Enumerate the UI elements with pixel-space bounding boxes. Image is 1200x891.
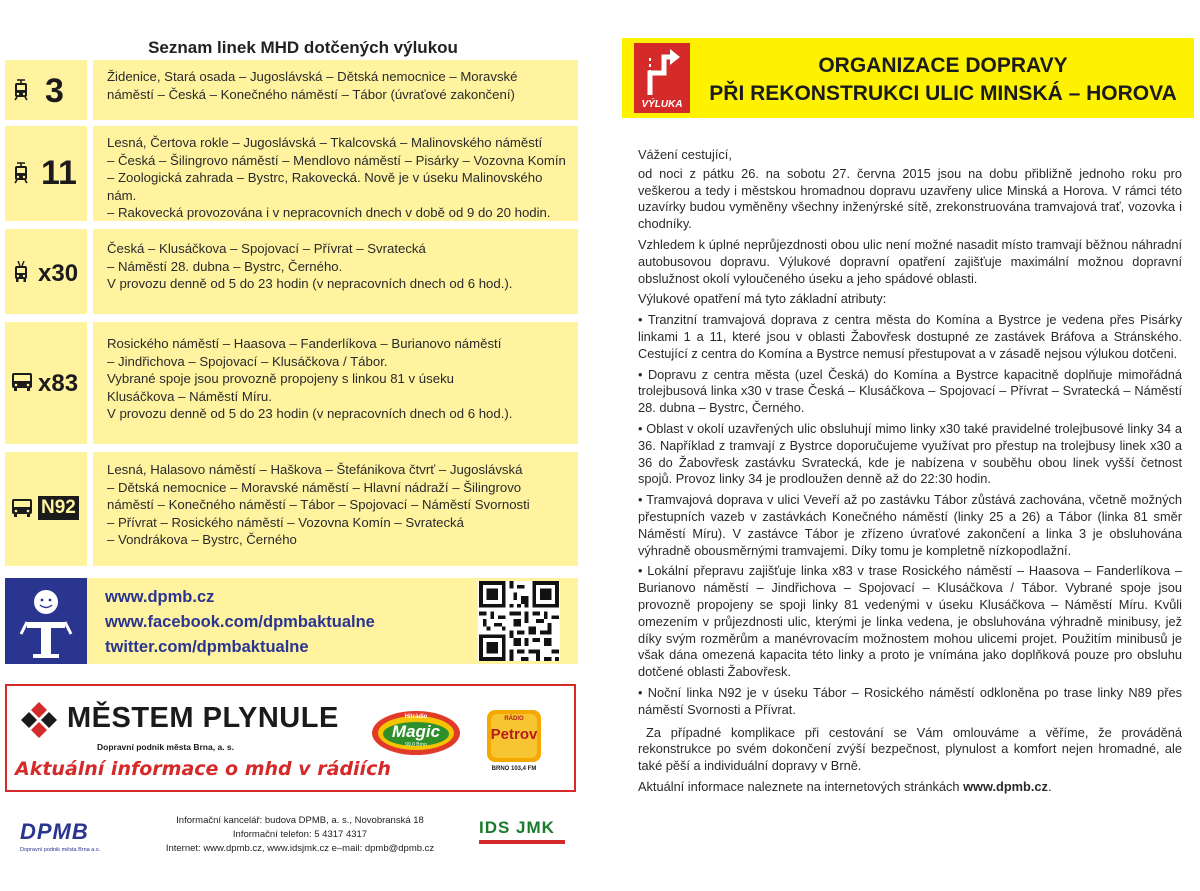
dpmb-logo-caption: Dopravní podnik města Brna a.s. xyxy=(20,847,101,853)
line-description xyxy=(93,60,578,120)
radio-magic-small: Hitrádio xyxy=(404,714,428,720)
info-band xyxy=(5,578,578,664)
tram-icon xyxy=(13,79,29,101)
mestem-title: MĚSTEM PLYNULE xyxy=(67,702,339,734)
line-badge xyxy=(5,126,87,221)
ids-jmk-logo xyxy=(479,818,569,848)
line-badge xyxy=(5,452,87,566)
radio-petrov-logo xyxy=(483,708,545,778)
paragraph: Vzhledem k úplné neprůjezdnosti obou ulic není možné nasadit místo tramvají běžnou náhradní autobusovou dopravu. Výlukové dopravní opatření zajišťuje maximální možnou dopravní obslužnost okolí vyloučeného úseku a jeho spádové oblasti. xyxy=(638,236,1182,286)
footer-office: Informační kancelář: budova DPMB, a. s., Novobranská 18 xyxy=(176,815,424,826)
trolleybus-icon xyxy=(13,261,29,283)
mestem-logo-icon xyxy=(19,700,59,740)
footer-internet: Internet: www.dpmb.cz, www.idsjmk.cz e–mail: dpmb@dpmb.cz xyxy=(165,843,435,854)
detour-icon xyxy=(634,43,690,99)
line-text: Lesná, Čertova rokle – Jugoslávská – Tkalcovská – Malinovského náměstí xyxy=(107,135,543,150)
line-text: – Jindřichova – Spojovací – Klusáčkova / Tábor. xyxy=(107,353,388,369)
bullet-item: • Noční linka N92 je v úseku Tábor – Rosického náměstí odkloněna po trase linky N89 přes náměstí Svornosti a Přívrat. xyxy=(638,685,1182,719)
radio-petrov-freq: BRNO 103,4 FM xyxy=(491,766,537,772)
line-text: – Náměstí 28. dubna – Bystrc, Černého. xyxy=(107,258,343,274)
footer-phone: Informační telefon: 5 4317 4317 xyxy=(232,829,368,840)
mestem-subtitle: Dopravní podnik města Brna, a. s. xyxy=(97,742,234,752)
line-row-3 xyxy=(5,60,578,120)
line-list-title: Seznam linek MHD dotčených výlukou xyxy=(148,38,458,57)
line-text: Klusáčkova – Náměstí Míru. xyxy=(107,388,272,404)
line-text: Lesná, Halasovo náměstí – Haškova – Štefánikova čtvrť – Jugoslávská xyxy=(107,462,523,477)
radio-magic-name: Magic xyxy=(391,722,441,741)
radio-petrov-small: RÁDIO xyxy=(504,716,524,722)
bus-icon xyxy=(11,498,33,518)
info-links xyxy=(105,585,375,660)
line-description xyxy=(93,322,578,444)
info-person-icon xyxy=(5,578,87,664)
line-text: – Zoologická zahrada – Bystrc, Rakovecká. Nově je v úseku Malinovského nám. xyxy=(107,170,543,203)
line-text: – Vondrákova – Bystrc, Černého xyxy=(107,532,297,547)
line-number: 3 xyxy=(45,72,64,110)
qr-code[interactable] xyxy=(478,581,560,661)
page-title-line-2: PŘI REKONSTRUKCI ULIC MINSKÁ – HOROVA xyxy=(709,82,1177,105)
vyluka-sign xyxy=(634,43,690,113)
page-header xyxy=(622,38,1194,118)
line-text: náměstí – Konečného náměstí – Tábor – Spojovací – Náměstí Svornosti xyxy=(107,497,530,512)
line-text: Vybrané spoje jsou provozně propojeny s linkou 81 v úseku xyxy=(107,371,454,386)
line-row-n92 xyxy=(5,452,578,566)
line-number: 11 xyxy=(41,154,77,192)
closing-paragraph xyxy=(638,779,1182,796)
article-body xyxy=(638,147,1182,800)
line-description xyxy=(93,126,578,221)
ids-jmk-stripe xyxy=(479,840,565,844)
line-text: Rosického náměstí – Haasova – Fanderlíkova – Burianovo náměstí xyxy=(107,336,502,351)
closing-end: . xyxy=(1047,778,1052,794)
line-text: Česká – Klusáčkova – Spojovací – Přívrat – Svratecká xyxy=(107,241,426,256)
radio-petrov-name: Petrov xyxy=(490,726,538,743)
bullet-item: • Dopravu z centra města (uzel Česká) do Komína a Bystrce kapacitně doplňuje mimořádná trolejbusová linka x30 v trase Česká – Klusáčkova – Spojovací – Přívrat – Svratecká – Náměstí 28. dubna – Bystrc, Černého. xyxy=(638,367,1182,417)
closing-link[interactable]: www.dpmb.cz xyxy=(963,778,1048,794)
line-number: x83 xyxy=(38,370,79,397)
link-dpmb[interactable]: www.dpmb.cz xyxy=(105,588,215,606)
line-text: V provozu denně od 5 do 23 hodin (v nepracovních dnech od 6 hod.). xyxy=(107,276,513,291)
line-text: Židenice, Stará osada – Jugoslávská – Dětská nemocnice – Moravské xyxy=(107,69,518,84)
radio-magic-freq: 99,0 Brno xyxy=(405,742,427,748)
line-description xyxy=(93,229,578,314)
line-badge xyxy=(5,229,87,314)
line-text: – Dětská nemocnice – Moravské náměstí – Hlavní nádraží – Šilingrovo xyxy=(107,479,522,495)
line-row-x83 xyxy=(5,322,578,444)
line-text: – Rakovecká provozována i v nepracovních dnech v době od 9 do 20 hodin. xyxy=(107,205,551,220)
mestem-plynule-banner xyxy=(5,684,576,792)
dpmb-logo xyxy=(20,819,106,857)
ids-jmk-logo-text: IDS JMK xyxy=(479,818,555,837)
dpmb-logo-text: DPMB xyxy=(20,819,89,844)
vyluka-label: VÝLUKA xyxy=(641,99,683,110)
line-text: V provozu denně od 5 do 23 hodin (v nepracovních dnech od 6 hod.). xyxy=(107,406,513,421)
line-row-x30 xyxy=(5,229,578,314)
link-twitter[interactable]: twitter.com/dpmbaktualne xyxy=(105,638,309,656)
paragraph: Výlukové opatření má tyto základní atributy: xyxy=(638,291,887,307)
paragraph: Za případné komplikace při cestování se Vám omlouváme a věříme, že prováděná rekonstrukce po svém dokončení zvýší bezpečnost, plynulost a komfort nejen hromadné, ale také pěší a individuální dopravy v Brně. xyxy=(638,724,1182,774)
greeting: Vážení cestující, xyxy=(638,147,732,162)
radio-info-text: Aktuální informace o mhd v rádiích xyxy=(15,758,391,780)
page-title xyxy=(702,52,1184,108)
closing-text: Aktuální informace naleznete na internetových stránkách xyxy=(638,778,964,794)
line-description xyxy=(93,452,578,566)
paragraph: od noci z pátku 26. na sobotu 27. června 2015 jsou na dobu přibližně jednoho roku pro veškerou a tedy i městskou hromadnou dopravu uzavřeny ulice Minská a Horova. V rámci této uzavírky budou vyměněny všechny inženýrské sítě, zrekonstruována tramvajová trať, vozovka i chodníky. xyxy=(638,165,1182,232)
line-number: N92 xyxy=(38,496,79,520)
line-text: náměstí – Česká – Konečného náměstí – Tábor (úvraťové zakončení) xyxy=(107,86,515,102)
contact-footer xyxy=(140,814,460,856)
line-text: – Česká – Šilingrovo náměstí – Mendlovo náměstí – Pisárky – Vozovna Komín xyxy=(107,152,566,168)
tram-icon xyxy=(13,162,29,184)
page-title-line-1: ORGANIZACE DOPRAVY xyxy=(818,54,1068,77)
line-number: x30 xyxy=(38,260,79,287)
radio-magic-logo xyxy=(370,708,462,758)
bus-icon xyxy=(11,372,33,392)
bullet-item: • Lokální přepravu zajišťuje linka x83 v trase Rosického náměstí – Haasova – Fanderlíkova – Burianovo náměstí – Jindřichova – Spojovací – Klusáčkova / Tábor. Vybrané spoje jsou provozně propojeny se spoji linky 81 vedenými v úseku Klusáčkova – Náměstí Míru. Kvůli omezením v průjezdnosti ulic, kterými je linka vedena, je obsluhována výhradně minibusy, jež díky svým rozměrům a manévrovacím možnostem mohou ulicemi projet. Použitím minibusů je však dána omezená kapacita této linky a proto je vnímána jako doplňková pouze pro obsluhu dotčené oblasti Žabovřesk. xyxy=(638,563,1182,681)
line-badge xyxy=(5,322,87,444)
line-text: – Přívrat – Rosického náměstí – Vozovna Komín – Svratecká xyxy=(107,514,464,530)
bullet-item: • Oblast v okolí uzavřených ulic obsluhují mimo linky x30 také pravidelné trolejbusové linky 34 a 36. Například z tramvají z Bystrce doporučujeme využívat pro přestup na trolejbusy linek x30 a 36 do Žabovřesk zastávku Svratecká, kde je nabízena v souběhu obou linek vyšší četnost spojů. Provoz linky 34 je prodloužen denně až do 22:30 hodin. xyxy=(638,421,1182,488)
bullet-item: • Tramvajová doprava v ulici Veveří až po zastávku Tábor zůstává zachována, včetně možných přestupních vazeb v zastávkách Konečného náměstí (linky 25 a 26) a Tábor (linka 81 směr Náměstí Míru). V zastávce Tábor je zřízeno úvraťové zakončení a linka 3 je obsluhována výhradně obousměrnými tramvajemi. Díky tomu je kompletně nízkopodlažní. xyxy=(638,492,1182,559)
bullet-item: • Tranzitní tramvajová doprava z centra města do Komína a Bystrce je vedena přes Pisárky linkami 1 a 11, které jsou v oblasti Žabovřesk dostupné ze zastávek Bráfova a Stránského. Cestující z centra do Komína a Bystrce nemusí přestupovat a v zásadě nejsou výlukou dotčeni. xyxy=(638,312,1182,362)
line-badge xyxy=(5,60,87,120)
line-row-11 xyxy=(5,126,578,221)
link-facebook[interactable]: www.facebook.com/dpmbaktualne xyxy=(105,613,375,631)
